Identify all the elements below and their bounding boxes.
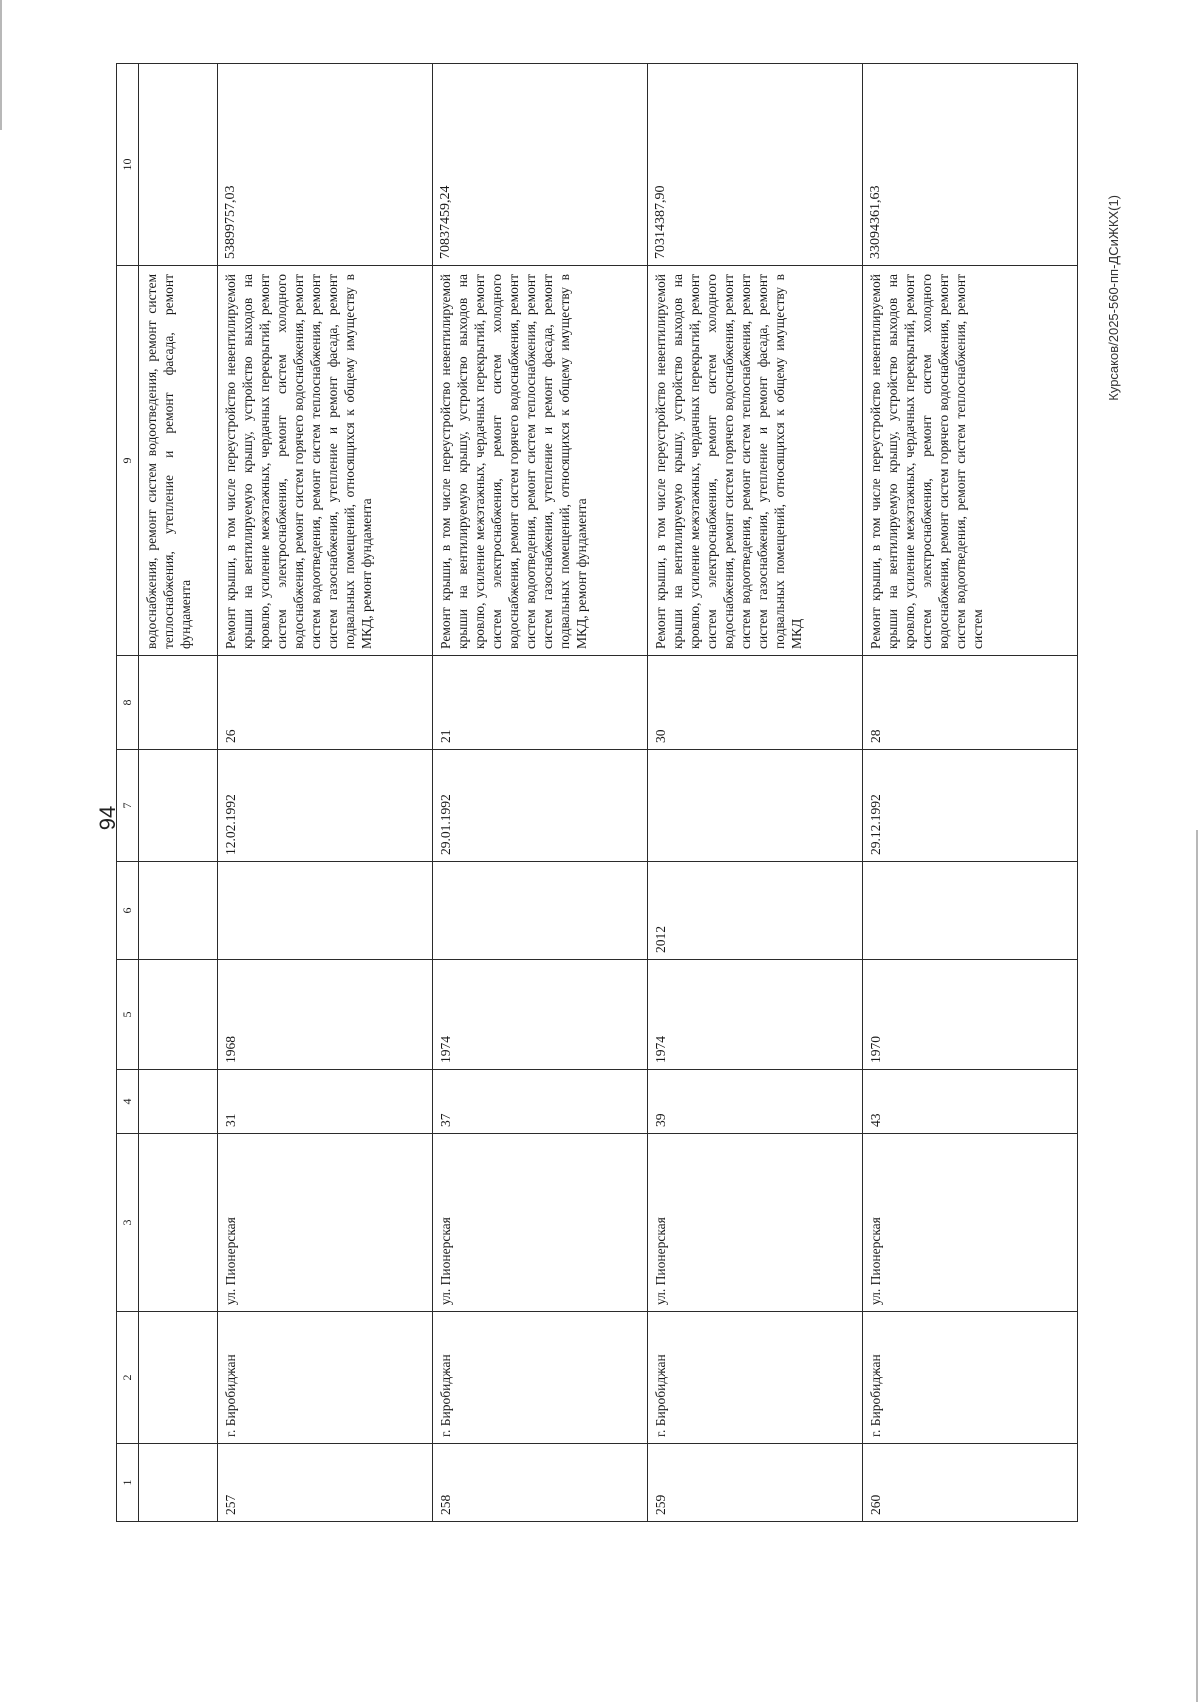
column-header: 9 [117, 266, 139, 656]
cost-cell: 70314387,90 [648, 64, 863, 266]
scan-edge-left [0, 0, 2, 130]
row-number-cell: 260 [863, 1444, 1078, 1522]
house-cell: 39 [648, 1070, 863, 1134]
date-cell [648, 750, 863, 862]
works-cell: Ремонт крыши, в том числе переустройство невентилируемой крыши на вентилируемую крышу, устройство выходов на кровлю, усиление межэтажных, чердачных перекрытий, ремонт систем электроснабжения, ремонт систем холодного водоснабжения, ремонт систем горячего водоснабжения, ремонт систем водоотведения, ремонт систем теплоснабжения, ремонт систем [863, 266, 1078, 656]
date-cell: 29.01.1992 [433, 750, 648, 862]
row-number-cell: 259 [648, 1444, 863, 1522]
column-8-cell: 30 [648, 656, 863, 750]
column-8-cell: 28 [863, 656, 1078, 750]
year-built-cell: 1974 [433, 960, 648, 1070]
column-header: 6 [117, 862, 139, 960]
continuation-row [139, 64, 218, 1522]
year-built-cell: 1968 [218, 960, 433, 1070]
page-number: 94 [95, 805, 120, 831]
row-number-cell: 257 [218, 1444, 433, 1522]
city-cell: г. Биробиджан [863, 1312, 1078, 1444]
house-cell: 37 [433, 1070, 648, 1134]
street-cell: ул. Пионерская [863, 1134, 1078, 1312]
table-row [648, 64, 863, 1522]
column-header: 2 [117, 1312, 139, 1444]
year-built-cell: 1970 [863, 960, 1078, 1070]
city-cell: г. Биробиджан [218, 1312, 433, 1444]
last-repair-year-cell: 2012 [648, 862, 863, 960]
document-footer: Курсаков/2025-560-пп-ДСиЖКХ(1) [1106, 195, 1121, 401]
house-cell: 31 [218, 1070, 433, 1134]
date-cell: 12.02.1992 [218, 750, 433, 862]
cost-cell: 53899757,03 [218, 64, 433, 266]
scan-edge-right [1196, 830, 1198, 1702]
cost-cell: 70837459,24 [433, 64, 648, 266]
works-cell: Ремонт крыши, в том числе переустройство невентилируемой крыши на вентилируемую крышу, устройство выходов на кровлю, усиление межэтажных, чердачных перекрытий, ремонт систем электроснабжения, ремонт систем холодного водоснабжения, ремонт систем горячего водоснабжения, ремонт систем водоотведения, ремонт систем теплоснабжения, ремонт систем газоснабжения, утепление и ремонт фасада, ремонт подвальных помещений, относящихся к общему имуществу в МКД, ремонт фундамента [433, 266, 648, 656]
year-built-cell: 1974 [648, 960, 863, 1070]
table-row [433, 64, 648, 1522]
column-8-cell: 21 [433, 656, 648, 750]
works-cell: Ремонт крыши, в том числе переустройство невентилируемой крыши на вентилируемую крышу, устройство выходов на кровлю, усиление межэтажных, чердачных перекрытий, ремонт систем электроснабжения, ремонт систем холодного водоснабжения, ремонт систем горячего водоснабжения, ремонт систем водоотведения, ремонт систем теплоснабжения, ремонт систем газоснабжения, утепление и ремонт фасада, ремонт подвальных помещений, относящихся к общему имуществу в МКД [648, 266, 863, 656]
capital-repair-table [116, 63, 1078, 1522]
house-cell: 43 [863, 1070, 1078, 1134]
column-8-cell: 26 [218, 656, 433, 750]
column-header: 7 [117, 750, 139, 862]
column-header: 10 [117, 64, 139, 266]
row-number-cell: 258 [433, 1444, 648, 1522]
date-cell: 29.12.1992 [863, 750, 1078, 862]
works-cell: Ремонт крыши, в том числе переустройство невентилируемой крыши на вентилируемую крышу, устройство выходов на кровлю, усиление межэтажных, чердачных перекрытий, ремонт систем электроснабжения, ремонт систем холодного водоснабжения, ремонт систем горячего водоснабжения, ремонт систем водоотведения, ремонт систем теплоснабжения, ремонт систем газоснабжения, утепление и ремонт фасада, ремонт подвальных помещений, относящихся к общему имуществу в МКД, ремонт фундамента [218, 266, 433, 656]
cost-cell: 33094361,63 [863, 64, 1078, 266]
street-cell: ул. Пионерская [218, 1134, 433, 1312]
column-header: 4 [117, 1070, 139, 1134]
street-cell: ул. Пионерская [648, 1134, 863, 1312]
street-cell: ул. Пионерская [433, 1134, 648, 1312]
city-cell: г. Биробиджан [433, 1312, 648, 1444]
column-header: 1 [117, 1444, 139, 1522]
city-cell: г. Биробиджан [648, 1312, 863, 1444]
last-repair-year-cell [863, 862, 1078, 960]
continued-works-cell: водоснабжения, ремонт систем водоотведения, ремонт систем теплоснабжения, утепление и ремонт фасада, ремонт фундамента [139, 266, 218, 656]
table-row [218, 64, 433, 1522]
last-repair-year-cell [218, 862, 433, 960]
column-header: 8 [117, 656, 139, 750]
table-row [863, 64, 1078, 1522]
column-number-row [117, 64, 139, 1522]
column-header: 3 [117, 1134, 139, 1312]
column-header: 5 [117, 960, 139, 1070]
last-repair-year-cell [433, 862, 648, 960]
rotated-table-wrapper [116, 64, 1066, 1522]
